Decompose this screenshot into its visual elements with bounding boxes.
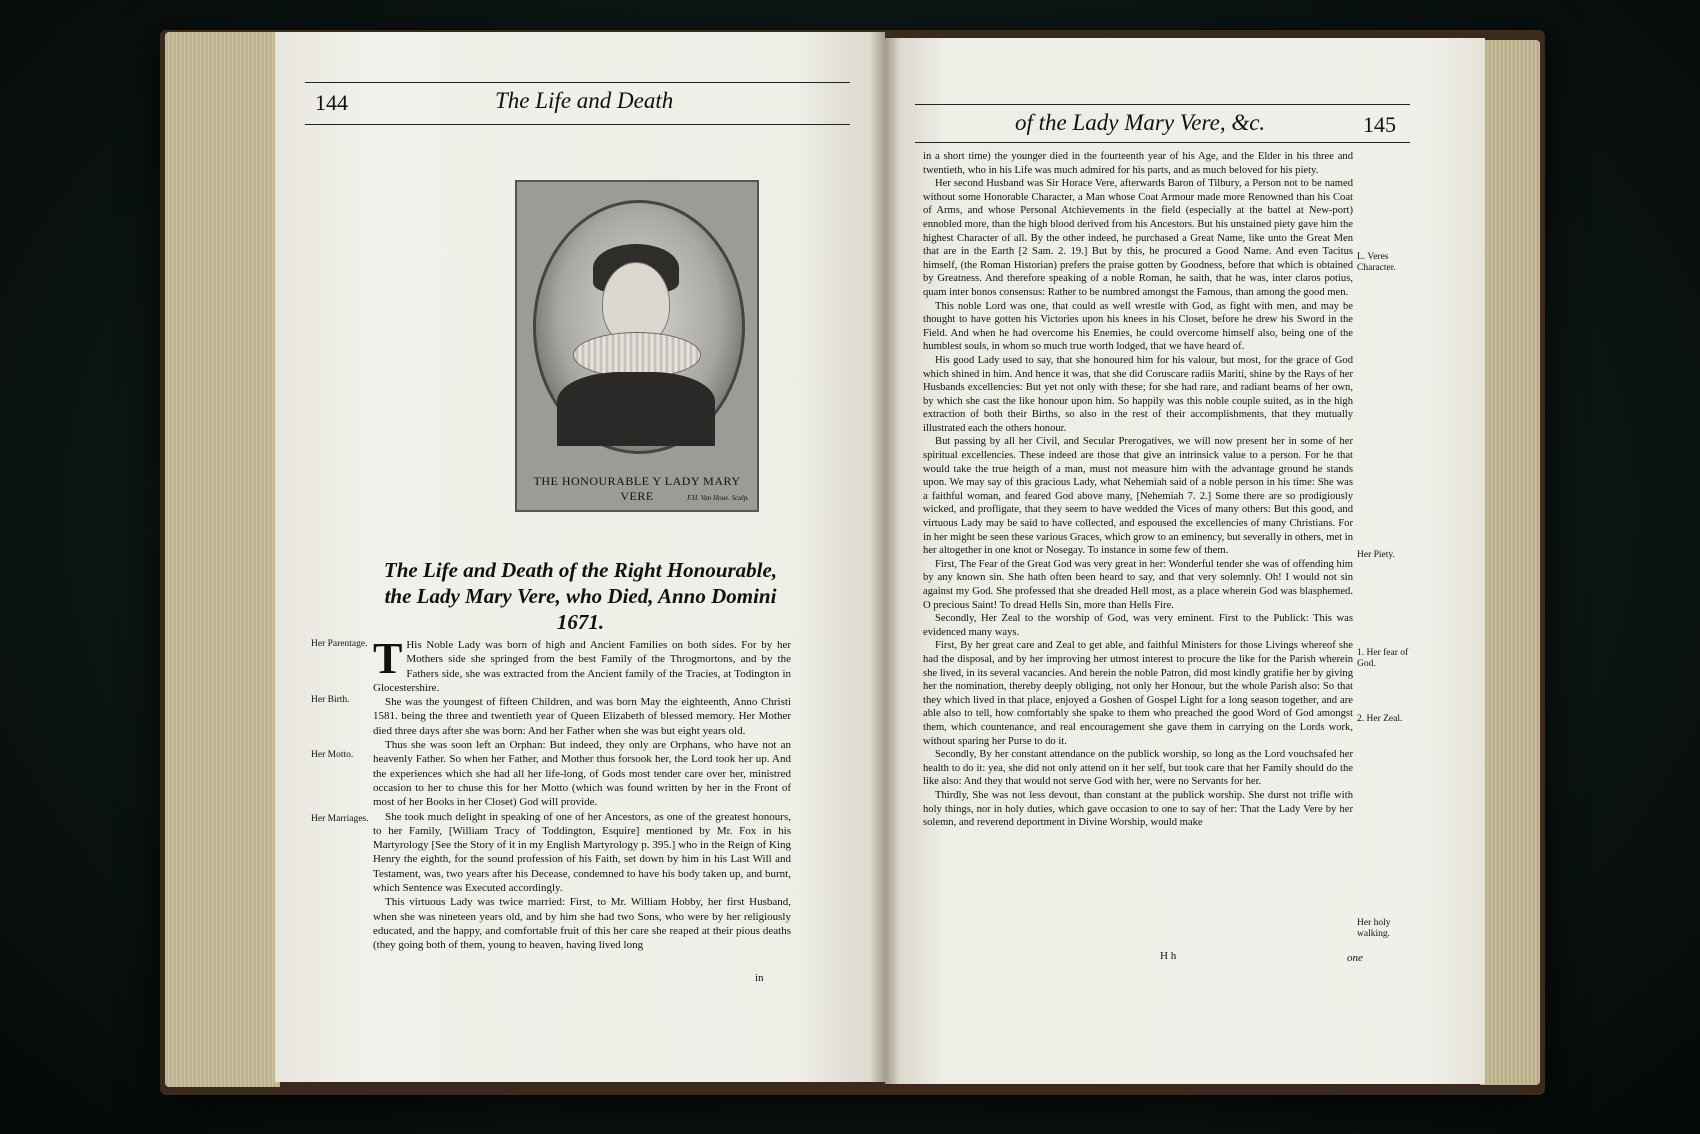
paragraph: First, By her great care and Zeal to get able, and faithful Ministers for those Livings whereof she had the disposal, and by her improving her utmost interest to procure the like for the Parish wherein she lived, in its several vacancies. And herein the noble Patron, did most kindly gratifie her by giving her the nomination, thereby deeply obliging, not only her Honour, but the whole Parish also: So that they which lived in that place, enjoyed a Goshen of Gospel Light for a long season together, and are able also to tell, how comfortably she spake to them who preached the good Word of God amongst them, which countenance, and real encouragement she gave them in carrying on the Lords work, without sparing her Purse to do it.	[923, 640, 1353, 747]
paragraph: But passing by all her Civil, and Secular Prerogatives, we will now present her in some of her spiritual excellencies. These indeed are those that give an intrinsick value to a person. For he that would take the true heigth of a man, must not measure him with the advantage ground he stands upon. We may say of this gracious Lady, what Nehemiah said of a noble person in his time: She was a faithful woman, and feared God above many, [Nehemiah 7. 2.] Some there are so prodigiously wicked, and profligate, that they seem to have wedded the Vices of many others: But this good, and virtuous Lady may be said to have collected, and espoused the excellencies of many Christians. For in her might be seen these various Graces, which grow to an eminency, but severally in others, met in her altogether in one knot or Nosegay. To instance in some few of them.	[923, 436, 1353, 557]
catchword: in	[755, 972, 764, 984]
margin-note-piety: Her Piety.	[1357, 550, 1395, 560]
margin-note-holy-walking: Her holy walking.	[1357, 918, 1391, 939]
page-number: 145	[1363, 112, 1396, 137]
portrait-credit: F.H. Van Houe. Sculp.	[687, 494, 749, 502]
left-page	[275, 32, 885, 1082]
paragraph: Thirdly, She was not less devout, than constant at the publick worship. She durst not trifle with holy things, nor in holy duties, which gave occasion to one to say of her: That the Lady Vere by her solemn, and reverend deportment in Divine Worship, would make	[923, 789, 1353, 829]
header-rule-top	[305, 82, 850, 83]
portrait-caption: THE HONOURABLE Y LADY MARY VERE	[533, 474, 741, 503]
margin-note-birth: Her Birth.	[311, 695, 350, 705]
running-head: of the Lady Mary Vere, &c.	[1015, 110, 1266, 135]
portrait-engraving	[515, 180, 759, 512]
paragraph: This virtuous Lady was twice married: First, to Mr. William Hobby, her first Husband, when she was nineteen years old, and by him she had two Sons, who were by her religiously educated, and the happy, and comfortable fruit of this her care she reaped at their pious deaths (they going both of them, young to heaven, having lived long	[373, 896, 791, 952]
drop-cap: T	[373, 634, 403, 683]
paragraph: She took much delight in speaking of one of her Ancestors, as one of the greatest honours, to her Family, [William Tracy of Toddington, Esquire] mentioned by Mr. Fox in his Martyrology [See the Story of it in my English Martyrology p. 395.] who in the Reign of King Henry the eighth, for the sound profession of his Faith, set down by him in his Last Will and Testament, was, two years after his Decease, condemned to have his body taken up, and burnt, which Sentence was Executed accordingly.	[373, 810, 791, 895]
paragraph: Thus she was soon left an Orphan: But indeed, they only are Orphans, who have not an heavenly Father. So when her Father, and Mother thus forsook her, the Lord took her up. And the experiences which she had all her life-long, of Gods most tender care over her, ministred occasion to her to chuse this for her Motto (which was found written by her in the Front of most of her Books in her Closet) God will provide.	[373, 739, 791, 809]
margin-note-parentage: Her Parentage.	[311, 639, 368, 649]
margin-note-character: L. Veres Character.	[1357, 252, 1396, 273]
book-gutter	[870, 32, 900, 1084]
paragraph: This noble Lord was one, that could as well wrestle with God, as fight with men, and may be thought to have gotten his Victories upon his knees in his Closet, before he drew his Sword in the Field. And when he had overcome his Enemies, he could overcome himself also, being one of the humblest souls, in whom so much true worth lodged, that we have heard of.	[923, 300, 1353, 353]
paragraph: Her second Husband was Sir Horace Vere, afterwards Baron of Tilbury, a Person not to be named without some Honorable Character, a Man whose Coat Armour made more Renowned than his Coat of Arms, and whose Personal Atchievements in the field (especially at the battel at New-port) ennobled more, than the high blood derived from his Ancestors. But his unstained piety gave him the highest Character of all. By the other indeed, he purchased a Great Name, like unto the Great Men that are in the Earth [2 Sam. 2. 19.] But by this, he procured a Good Name. And even Tacitus himself, (the Roman Historian) prefers the praise gotten by Goodness, before that which is obtained by Greatness. And therefore speaking of a noble Roman, he saith, that he was, inter claros potius, quam inter bonos consensus: Rather to be numbred amongst the Famous, than among the good men.	[923, 178, 1353, 298]
signature-mark: H h	[1160, 950, 1177, 962]
chapter-title: The Life and Death of the Right Honourable, the Lady Mary Vere, who Died, Anno Domini 1671.	[383, 558, 778, 634]
left-body-text	[373, 634, 791, 953]
running-head: The Life and Death	[495, 88, 674, 113]
paragraph: Secondly, By her constant attendance on the publick worship, so long as the Lord vouchsafed her health to do it: yea, she did not only attend on it her self, but took care that her Family should do the like also: And they that would not serve God with her, were no Servants for her.	[923, 749, 1353, 788]
paragraph: She was the youngest of fifteen Children, and was born May the eighteenth, Anno Christi 1581. being the three and twentieth year of Queen Elizabeth of blessed memory. Her Mother died three days after she was born: And her Father when she was but eight years old.	[373, 696, 791, 737]
paragraph: First, The Fear of the Great God was very great in her: Wonderful tender she was of offending him by any known sin. She hath often been heard to say, and that very solemnly. Oh! I would not sin against my God. She professed that she dreaded Hell most, as a place wherein God was blasphemed. O precious Saint! To dread Hells Sin, more than Hells Fire.	[923, 558, 1353, 611]
margin-note-motto: Her Motto.	[311, 750, 354, 760]
right-body-text	[923, 150, 1353, 830]
catchword: one	[1347, 952, 1363, 964]
paragraph: His good Lady used to say, that she honoured him for his valour, but most, for the grace of God which shined in him. And hence it was, that she did Coruscare radiis Mariti, shine by the Rays of her Husbands excellencies: But yet not only with these; for she had rare, and radiant beams of her own, by which she cast the like honour upon him. So happily was this noble couple suited, as in the high extraction of both their Births, so also in the rest of their accomplishments, that they mutually illustrated each the others honour.	[923, 354, 1353, 434]
page-number: 144	[315, 90, 348, 115]
header-rule-bottom	[305, 124, 850, 125]
margin-note-fear-of-god: 1. Her fear of God.	[1357, 648, 1409, 669]
page-edges-left	[165, 32, 280, 1087]
margin-note-zeal: 2. Her Zeal.	[1357, 714, 1403, 724]
margin-note-marriages: Her Marriages.	[311, 814, 369, 824]
paragraph: in a short time) the younger died in the fourteenth year of his Age, and the Elder in his three and twentieth, who in his Life was much admired for his parts, and as much beloved for his piety.	[923, 151, 1353, 176]
header-rule-top	[915, 104, 1410, 105]
page-edges-right	[1480, 40, 1540, 1085]
header-rule-bottom	[915, 142, 1410, 143]
portrait-dress	[557, 372, 715, 446]
paragraph: His Noble Lady was born of high and Ancient Families on both sides. For by her Mothers side she springed from the best Family of the Throgmortons, and by the Fathers side, she was extracted from the Ancient family of the Tracies, at Todington in Glocestershire.	[373, 639, 791, 694]
right-page	[885, 38, 1485, 1084]
paragraph: Secondly, Her Zeal to the worship of God, was very eminent. First to the Publick: This was evidenced many ways.	[923, 613, 1353, 638]
